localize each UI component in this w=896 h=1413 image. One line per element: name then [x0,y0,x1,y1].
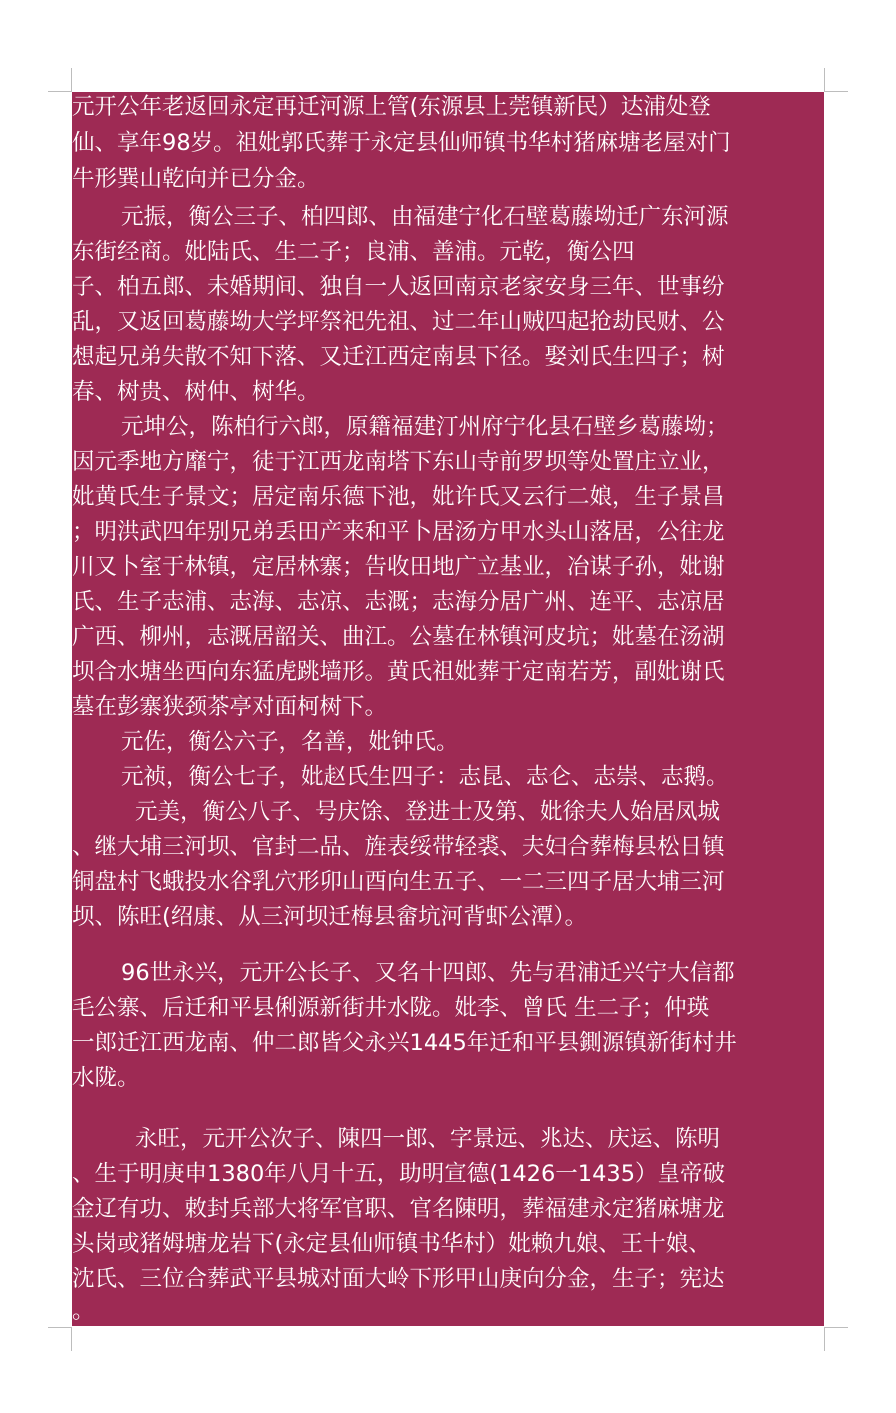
text-line: 因元季地方靡宁，徒于江西龙南塔下东山寺前罗坝等处置庄立业， [72,449,725,475]
text-line: 坝、陈旺(绍康、从三河坝迁梅县畲坑河背虾公潭）。 [72,904,588,930]
text-line: 元坤公，陈柏行六郎，原籍福建汀州府宁化县石壁乡葛藤坳； [121,414,729,440]
crop-mark-tl-h [48,91,72,92]
crop-mark-tr-v [824,68,825,92]
crop-mark-br-v [824,1327,825,1351]
text-line: 沈氏、三位合葬武平县城对面大岭下形甲山庚向分金，生子；宪达 [72,1266,725,1292]
crop-mark-br-h [824,1327,848,1328]
text-line: ；明洪武四年别兄弟丢田产来和平卜居汤方甲水头山落居，公往龙 [72,519,725,545]
text-line: 一郎迁江西龙南、仲二郎皆父永兴1445年迁和平县鍘源镇新街村井 [72,1030,737,1056]
text-line: 元开公年老返回永定再迁河源上管(东源县上莞镇新民）达浦处登 [72,94,711,120]
crop-mark-bl-v [71,1327,72,1351]
text-line: 妣黄氏生子景文；居定南乐德下池，妣许氏又云行二娘，生子景昌 [72,484,725,510]
text-line: 金辽有功、敕封兵部大将军官职、官名陳明，葬福建永定猪麻塘龙 [72,1196,725,1222]
text-line: 毛公寨、后迁和平县俐源新街井水陇。妣李、曾氏 生二子；仲瑛 [72,995,710,1021]
text-line: 墓在彭寨狭颈茶亭对面柯树下。 [72,694,388,720]
text-line: 元祯，衡公七子，妣赵氏生四子：志昆、志仑、志崇、志鹅。 [121,764,729,790]
crop-mark-bl-h [48,1327,72,1328]
text-line: 。 [72,1298,95,1324]
text-line: 仙、享年98岁。祖妣郭氏葬于永定县仙师镇书华村猪麻塘老屋对门 [72,130,731,156]
text-line: 想起兄弟失散不知下落、又迁江西定南县下径。娶刘氏生四子；树 [72,344,725,370]
text-line: 牛形巽山乾向并已分金。 [72,166,320,192]
crop-mark-tr-h [824,91,848,92]
text-line: 水陇。 [72,1065,140,1091]
text-line: 广西、柳州，志溉居韶关、曲江。公墓在林镇河皮坑；妣墓在汤湖 [72,624,725,650]
text-line: 、继大埔三河坝、官封二品、旌表绥带轻裘、夫妇合葬梅县松日镇 [72,834,725,860]
text-line: 元美，衡公八子、号庆馀、登进士及第、妣徐夫人始居凤城 [135,799,721,825]
crop-mark-tl-v [71,68,72,92]
text-line: 96世永兴，元开公长子、又名十四郎、先与君浦迁兴宁大信都 [121,960,735,986]
text-line: 头岗或猪姆塘龙岩下(永定县仙师镇书华村）妣赖九娘、王十娘、 [72,1231,711,1257]
text-line: 子、柏五郎、未婚期间、独自一人返回南京老家安身三年、世事纷 [72,274,725,300]
text-line: 氏、生子志浦、志海、志凉、志溉；志海分居广州、连平、志凉居 [72,589,725,615]
text-line: 元佐，衡公六子，名善，妣钟氏。 [121,729,459,755]
text-line: 铜盘村飞蛾投水谷乳穴形卯山酉向生五子、一二三四子居大埔三河 [72,869,725,895]
text-line: 春、树贵、树仲、树华。 [72,379,320,405]
text-line: 元振，衡公三子、柏四郎、由福建宁化石壁葛藤坳迁广东河源 [121,204,729,230]
genealogy-text-block [72,92,824,1326]
text-line: 永旺，元开公次子、陳四一郎、字景远、兆达、庆运、陈明 [135,1126,721,1152]
text-line: 坝合水塘坐西向东猛虎跳墙形。黄氏祖妣葬于定南若芳，副妣谢氏 [72,659,725,685]
text-line: 、生于明庚申1380年八月十五，助明宣德(1426一1435）皇帝破 [72,1161,726,1187]
text-line: 川又卜室于林镇，定居林寨；告收田地广立基业，冶谋子孙，妣谢 [72,554,725,580]
text-line: 东街经商。妣陆氏、生二子；良浦、善浦。元乾，衡公四 [72,239,635,265]
text-line: 乱，又返回葛藤坳大学坪祭祀先祖、过二年山贼四起抢劫民财、公 [72,309,725,335]
